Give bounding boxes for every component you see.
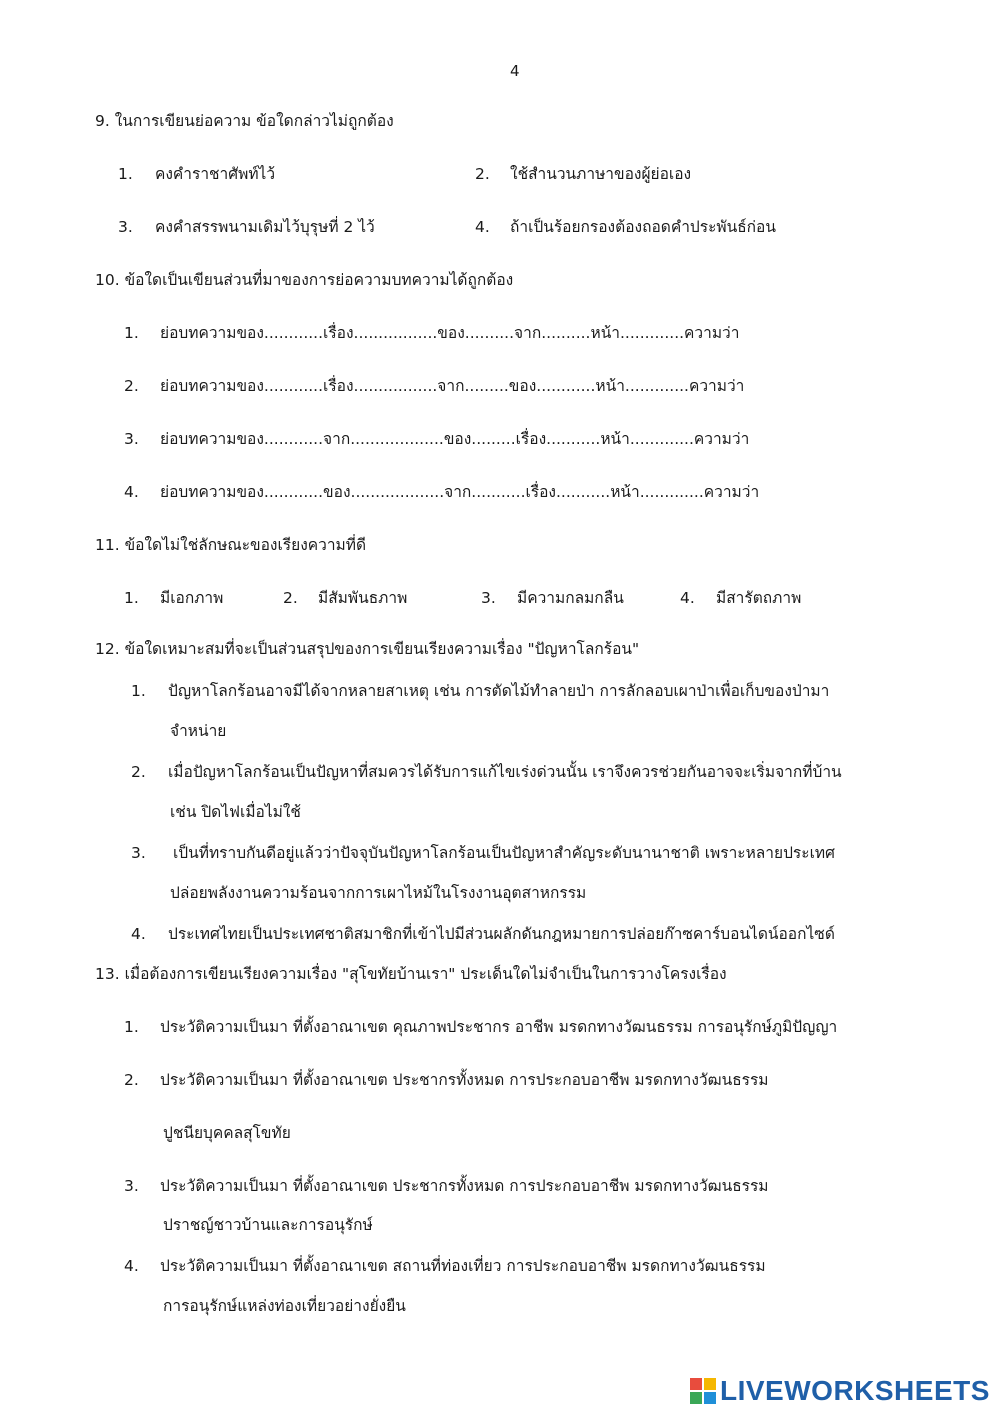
q11-option-1-number: 1. bbox=[124, 589, 139, 607]
question-12: 12. ข้อใดเหมาะสมที่จะเป็นส่วนสรุปของการเขียนเรียงความเรื่อง "ปัญหาโลกร้อน" bbox=[95, 640, 640, 658]
logo-grid-icon bbox=[690, 1378, 716, 1404]
q10-option-1[interactable]: ย่อบทความของ............เรื่อง.................ของ..........จาก..........หน้า.............ความว่า bbox=[160, 324, 740, 342]
q10-option-1-number: 1. bbox=[124, 324, 139, 342]
q10-option-4-number: 4. bbox=[124, 483, 139, 501]
q12-option-3-number: 3. bbox=[131, 844, 146, 862]
q9-option-3-number: 3. bbox=[118, 218, 133, 236]
q12-option-2-number: 2. bbox=[131, 763, 146, 781]
q9-option-1[interactable]: คงคำราชาศัพท์ไว้ bbox=[155, 165, 276, 183]
q13-option-2-number: 2. bbox=[124, 1071, 139, 1089]
q13-option-3-line-1[interactable]: ประวัติความเป็นมา ที่ตั้งอาณาเขต ประชากรทั้งหมด การประกอบอาชีพ มรดกทางวัฒนธรรม bbox=[160, 1177, 769, 1195]
q9-option-2-number: 2. bbox=[475, 165, 490, 183]
q12-option-4-number: 4. bbox=[131, 925, 146, 943]
liveworksheets-logo bbox=[690, 1375, 990, 1407]
q12-option-1-number: 1. bbox=[131, 682, 146, 700]
q13-option-4-line-2[interactable]: การอนุรักษ์แหล่งท่องเที่ยวอย่างยั่งยืน bbox=[163, 1297, 406, 1315]
question-10: 10. ข้อใดเป็นเขียนส่วนที่มาของการย่อความบทความได้ถูกต้อง bbox=[95, 271, 514, 289]
q9-option-4-number: 4. bbox=[475, 218, 490, 236]
q9-option-3[interactable]: คงคำสรรพนามเดิมไว้บุรุษที่ 2 ไว้ bbox=[155, 218, 375, 236]
page-number: 4 bbox=[510, 62, 520, 80]
q13-option-2-line-2[interactable]: ปูชนียบุคคลสุโขทัย bbox=[163, 1124, 291, 1142]
question-13: 13. เมื่อต้องการเขียนเรียงความเรื่อง "สุโขทัยบ้านเรา" ประเด็นใดไม่จำเป็นในการวางโครงเรื่อง bbox=[95, 965, 727, 983]
q13-option-4-line-1[interactable]: ประวัติความเป็นมา ที่ตั้งอาณาเขต สถานที่ท่องเที่ยว การประกอบอาชีพ มรดกทางวัฒนธรรม bbox=[160, 1257, 766, 1275]
q12-option-1-line-1[interactable]: ปัญหาโลกร้อนอาจมีได้จากหลายสาเหตุ เช่น การตัดไม้ทำลายป่า การลักลอบเผาป่าเพื่อเก็บของป่ามา bbox=[168, 682, 830, 700]
q10-option-2-number: 2. bbox=[124, 377, 139, 395]
q13-option-3-line-2[interactable]: ปราชญ์ชาวบ้านและการอนุรักษ์ bbox=[163, 1216, 373, 1234]
q9-option-2[interactable]: ใช้สำนวนภาษาของผู้ย่อเอง bbox=[510, 165, 692, 183]
question-11: 11. ข้อใดไม่ใช่ลักษณะของเรียงความที่ดี bbox=[95, 536, 367, 554]
q9-option-4[interactable]: ถ้าเป็นร้อยกรองต้องถอดคำประพันธ์ก่อน bbox=[510, 218, 776, 236]
q12-option-4[interactable]: ประเทศไทยเป็นประเทศชาติสมาชิกที่เข้าไปมีส่วนผลักดันกฎหมายการปล่อยก๊าซคาร์บอนไดน์ออกไซด์ bbox=[168, 925, 835, 943]
q11-option-3-number: 3. bbox=[481, 589, 496, 607]
q12-option-2-line-1[interactable]: เมื่อปัญหาโลกร้อนเป็นปัญหาที่สมควรได้รับการแก้ไขเร่งด่วนนั้น เราจึงควรช่วยกันอาจจะเริ่มจากที่บ้าน bbox=[168, 763, 842, 781]
q10-option-3-number: 3. bbox=[124, 430, 139, 448]
q11-option-4[interactable]: มีสารัตถภาพ bbox=[716, 589, 802, 607]
q9-option-1-number: 1. bbox=[118, 165, 133, 183]
q11-option-2[interactable]: มีสัมพันธภาพ bbox=[318, 589, 408, 607]
q13-option-1-number: 1. bbox=[124, 1018, 139, 1036]
q10-option-2[interactable]: ย่อบทความของ............เรื่อง.................จาก.........ของ............หน้า.............ความว่า bbox=[160, 377, 745, 395]
q10-option-3[interactable]: ย่อบทความของ............จาก...................ของ.........เรื่อง...........หน้า.............ความว่า bbox=[160, 430, 750, 448]
q12-option-1-line-2[interactable]: จำหน่าย bbox=[170, 722, 227, 740]
q13-option-2-line-1[interactable]: ประวัติความเป็นมา ที่ตั้งอาณาเขต ประชากรทั้งหมด การประกอบอาชีพ มรดกทางวัฒนธรรม bbox=[160, 1071, 769, 1089]
logo-text: LIVEWORKSHEETS bbox=[720, 1375, 990, 1406]
q11-option-2-number: 2. bbox=[283, 589, 298, 607]
q12-option-2-line-2[interactable]: เช่น ปิดไฟเมื่อไม่ใช้ bbox=[170, 803, 301, 821]
q11-option-1[interactable]: มีเอกภาพ bbox=[160, 589, 224, 607]
q13-option-3-number: 3. bbox=[124, 1177, 139, 1195]
q10-option-4[interactable]: ย่อบทความของ............ของ...................จาก...........เรื่อง...........หน้า.............ความว่า bbox=[160, 483, 760, 501]
q13-option-1[interactable]: ประวัติความเป็นมา ที่ตั้งอาณาเขต คุณภาพประชากร อาชีพ มรดกทางวัฒนธรรม การอนุรักษ์ภูมิปัญญา bbox=[160, 1018, 838, 1036]
q11-option-3[interactable]: มีความกลมกลืน bbox=[517, 589, 624, 607]
q12-option-3-line-2[interactable]: ปล่อยพลังงานความร้อนจากการเผาไหม้ในโรงงานอุตสาหกรรม bbox=[170, 884, 587, 902]
question-9: 9. ในการเขียนย่อความ ข้อใดกล่าวไม่ถูกต้อง bbox=[95, 112, 394, 130]
q13-option-4-number: 4. bbox=[124, 1257, 139, 1275]
q12-option-3-line-1[interactable]: เป็นที่ทราบกันดีอยู่แล้วว่าปัจจุบันปัญหาโลกร้อนเป็นปัญหาสำคัญระดับนานาชาติ เพราะหลายประเทศ bbox=[173, 844, 835, 862]
q11-option-4-number: 4. bbox=[680, 589, 695, 607]
